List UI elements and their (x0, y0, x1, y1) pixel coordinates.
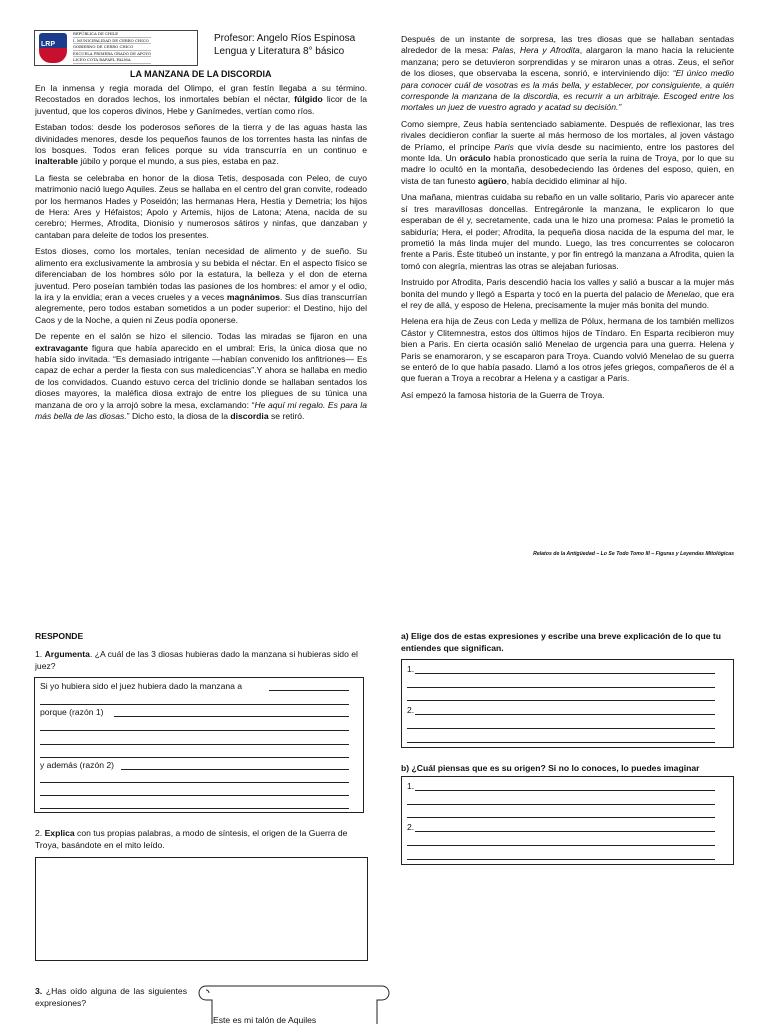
expression-1: Este es mi talón de Aquiles (213, 1015, 317, 1025)
story-right-paragraph: Después de un instante de sorpresa, las tres diosas que se hallaban sentadas alrededor de la mesa: Palas, Hera y Afrodita, alargaron la mano hacia la reluciente manzana; pero se detuvieron sorprendidas y se miraron unas a otras. Zeus, el señor de los dioses, que observaba la escena, sonrió, e interviniendo dijo: “El único medio para conocer cuál de vosotras es la más bella, y establecer, por consiguiente, a quién corresponde la manzana de la discordia, es recurrir a un arbitraje. Escoged entre los mortales un juez de vuestro agrado y acatad su decisión.” (401, 34, 734, 113)
q1-prompt-judge: Si yo hubiera sido el juez hubiera dado la manzana a (40, 681, 243, 691)
subject-label: Lengua y Literatura 8° básico (214, 46, 345, 57)
school-name-line: ESCUELA PRIMERA GRADO DE APOYO (73, 50, 152, 56)
teacher-name: Profesor: Angelo Ríos Espinosa (214, 33, 356, 44)
answer-line[interactable] (407, 728, 715, 729)
item-number-1: 1. (407, 781, 415, 791)
item-number-2: 2. (407, 705, 415, 715)
answer-box-q1 (34, 677, 364, 813)
answer-line[interactable] (269, 690, 349, 691)
story-right-column (401, 34, 734, 406)
answer-line[interactable] (40, 744, 349, 745)
story-left-paragraph: De repente en el salón se hizo el silencio. Todas las miradas se fijaron en una extravagante figura que había aparecido en el umbral: Eris, la única diosa que no había sido invitada. “Es demasiado intrigante —habían convenido los anfitriones— Es capaz de echar a perder la fiesta con sus maledicencias”.Y ahora se hallaba en medio de los convidados. Cuando estuvo cerca del triclinio donde se hallaban sentados los dioses mayores, la maléfica diosa extrajo de entre los pliegues de su túnica una manzana de oro y la arrojó sobre la mesa, exclamando: “He aquí mi regalo. Es para la más bella de las diosas.” Dicho esto, la diosa de la discordia se retiró. (35, 331, 367, 421)
school-logo (34, 30, 198, 66)
answer-line[interactable] (407, 804, 715, 805)
story-right-paragraph: Como siempre, Zeus había sentenciado sabiamente. Después de reflexionar, las tres rivales decidieron confiar la suerte al más hermoso de los mortales, al joven vástago de Príamo, el príncipe Paris que vivía desde su nacimiento, entre los pastores del monte Ida. Un oráculo había pronosticado que sería la ruina de Troya, por lo que su madre lo ocultó en la montaña, desobedeciendo las órdenes del esposo, quien, en vista de tan funesto agüero, había decidido eliminar al hijo. (401, 118, 734, 186)
story-right-paragraph: Así empezó la famosa historia de la Guerra de Troya. (401, 389, 605, 400)
story-left-paragraph: En la inmensa y regia morada del Olimpo, el gran festín llegaba a su término. Recostados en dorados lechos, los inmortales bebían el néctar, fúlgido licor de la juventud, que los coperos divinos, Hebe y Ganímedes, vertían como ríos. (35, 83, 367, 116)
answer-box-q2[interactable] (35, 857, 368, 961)
answer-line[interactable] (121, 769, 349, 770)
answer-line[interactable] (415, 673, 715, 674)
question-2: 2. Explica con tus propias palabras, a modo de síntesis, el origen de la Guerra de Troya, basándote en el mito leído. (35, 828, 348, 850)
school-name-line: REPÚBLICA DE CHILE (73, 32, 151, 38)
school-name-line: GOBIERNO DE CERRO CHICO (73, 45, 151, 51)
answer-line[interactable] (40, 730, 349, 731)
answer-line[interactable] (40, 704, 349, 705)
source-credit: Relatos de la Antigüedad – Lo Se Todo Tomo III – Figuras y Leyendas Mitológicas (533, 551, 734, 557)
school-crest-icon: LRP (39, 33, 67, 63)
story-title: LA MANZANA DE LA DISCORDIA (130, 69, 272, 79)
activity-heading: RESPONDE (35, 631, 84, 641)
story-right-paragraph: Una mañana, mientras cuidaba su rebaño en un valle solitario, Paris vio aparecer ante sí tres maravillosas doncellas. Entregáronle la manzana, le explicaron lo que esperaban de él y, secretamente, cada una le hizo una promesa: Palas le prometió la sabiduría; Hera, el poder; Afrodita, la pequeña diosa nacida de la espuma del mar, le prometió la más linda mujer del mundo. Luego, las tres concurrentes se colocaron frente a Paris. Éste titubeó un instante, y por fin entregó la manzana a Afrodita, quien la tomó con alegría, mientras las otras se alejaban furiosas. (401, 192, 734, 271)
school-name-lines (73, 32, 151, 64)
answer-line[interactable] (415, 790, 715, 791)
answer-line[interactable] (407, 859, 715, 860)
question-1: 1. Argumenta. ¿A cuál de las 3 diosas hubieras dado la manzana si hubieras sido el juez? (35, 649, 358, 671)
item-number-2: 2. (407, 822, 415, 832)
story-left-paragraph: Estaban todos: desde los poderosos señores de la tierra y de las aguas hasta las divinidades menores, desde los pequeños faunos de los torrentes hasta las ninfas de los bosques. Todos eran felices porque su vida transcurría en un continuo e inalterable júbilo y porque el mundo, a sus pies, estaba en paz. (35, 122, 367, 167)
answer-line[interactable] (114, 716, 349, 717)
school-name-line: I. MUNICIPALIDAD DE CERRO CHICO (73, 39, 151, 45)
story-right-paragraph: Helena era hija de Zeus con Leda y melliza de Pólux, hermana de los también mellizos Cástor y Clitemnestra, estos dos últimos hijos de Tíndaro. En Esparta recibieron muy bien a Paris. En cierta ocasión salió Menelao de urgencia para una guerra. Helena y Paris se enamoraron, y se escaparon para Troya. Cuando volvió Menelao de su guerra se enteró de lo que había pasado. Llamó a los otros jefes griegos, compañeros de él a que fueran a Troya a recobrar a Helena y a castigar a Paris. (401, 316, 734, 384)
story-left-paragraph: Estos dioses, como los mortales, tenían necesidad de alimento y de sueño. Su alimento era exclusivamente la ambrosía y su bebida el néctar. En el aspecto físico se diferenciaban de los hombres sólo por la estatura, la belleza y el don de eterna juventud. Pero poseían también todas las pasiones de los hombres: el amor y el odio, la ira y la envidia; eran a veces crueles y a veces magnánimos. Sus días transcurrían alegremente, pero todos estaban sometidos a un poder superior: el Destino, hijo del Caos y de la Noche, a quien ni Zeus podía oponerse. (35, 246, 367, 325)
question-3: 3. ¿Has oído alguna de las siguientes expresiones? (35, 986, 187, 1008)
answer-line[interactable] (407, 687, 715, 688)
answer-line[interactable] (407, 817, 715, 818)
school-name-line: LICEO COTA RAFAEL PALMA (73, 58, 151, 64)
q1-prompt-reason2: y además (razón 2) (40, 760, 115, 770)
answer-line[interactable] (40, 757, 349, 758)
answer-line[interactable] (415, 714, 715, 715)
question-b: b) ¿Cuál piensas que es su origen? Si no lo conoces, lo puedes imaginar (401, 763, 700, 773)
item-number-1: 1. (407, 664, 415, 674)
answer-line[interactable] (40, 782, 349, 783)
answer-line[interactable] (40, 795, 349, 796)
answer-line[interactable] (407, 845, 715, 846)
story-left-paragraph: La fiesta se celebraba en honor de la diosa Tetis, desposada con Peleo, de cuyo matrimonio nació luego Aquiles. Zeus se hallaba en el centro del gran convite, rodeado por los hermanos Hades y Poseidón; las hermanas Hera, Hestia y Demetria; los hijos de Hera: Ares y Héfaistos; Apolo y Artemis, hijos de Latona; Atena, nacida de su cerebro; Hermes, Afrodita, Dionisio y numerosos sátiros y ninfas, que danzaban y cantaban para deleite de todos los presentes. (35, 172, 367, 240)
q1-prompt-reason1: porque (razón 1) (40, 707, 104, 717)
answer-line[interactable] (407, 700, 715, 701)
answer-line[interactable] (40, 808, 349, 809)
story-right-paragraph: Instruido por Afrodita, Paris descendió hacia los valles y salió a buscar a la mujer más bonita del mundo y llegó a Esparta y tocó en la puerta del palacio de Menelao, que era el rey de allá, y esposo de Helena, precisamente la mujer más bonita del mundo. (401, 277, 734, 310)
story-left-column (35, 83, 367, 427)
answer-line[interactable] (415, 831, 715, 832)
question-a: a) Elige dos de estas expresiones y escribe una breve explicación de lo que tu entiendes que significan. (401, 631, 721, 653)
answer-line[interactable] (407, 742, 715, 743)
